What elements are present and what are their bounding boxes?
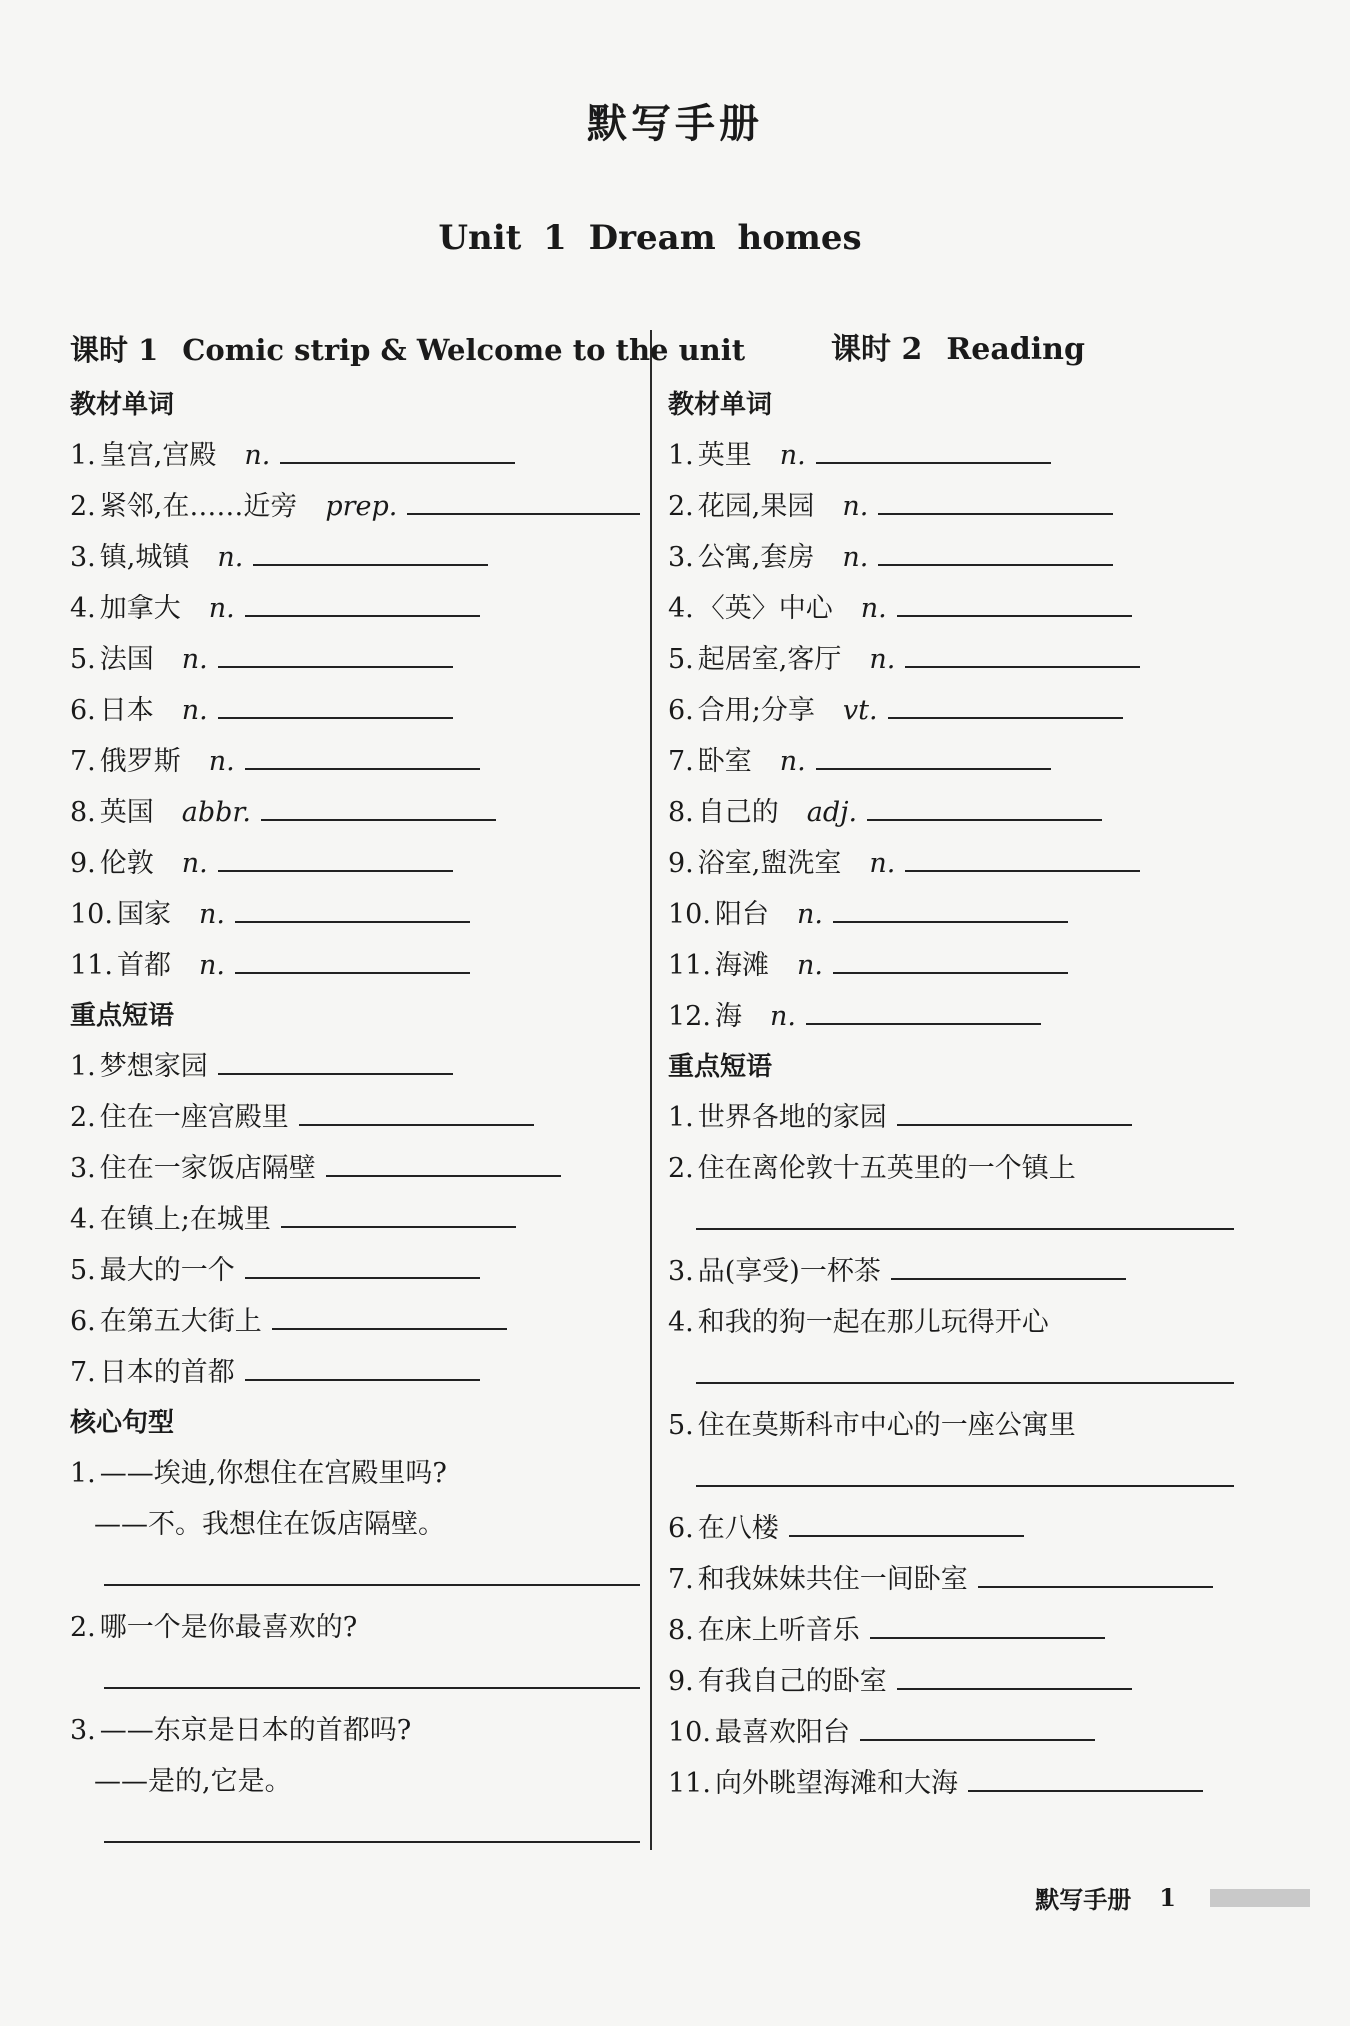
answer-blank[interactable] [789,1505,1024,1537]
phrase-list [668,1092,1248,1809]
lesson-1-title [70,320,746,380]
item-index: 4. [668,1307,694,1338]
part-of-speech: n. [769,1001,796,1032]
item-chinese: 住在离伦敦十五英里的一个镇上 [697,1153,1076,1184]
item-index: 9. [668,1666,694,1697]
column-divider [650,330,652,1850]
answer-blank[interactable] [878,483,1113,515]
vocab-item [70,583,640,634]
answer-blank[interactable] [299,1094,534,1126]
sentence-item [70,1705,640,1859]
item-chinese: 花园,果园 [697,491,815,522]
phrase-heading: 重点短语 [668,1052,773,1082]
item-chinese: 住在一家饭店隔壁 [99,1153,316,1184]
answer-blank[interactable] [897,1658,1132,1690]
item-index: 3. [668,542,694,573]
answer-blank[interactable] [245,1349,480,1381]
item-index: 2. [70,1612,96,1643]
item-chinese: 在第五大街上 [99,1306,262,1337]
item-chinese: 在镇上;在城里 [99,1204,271,1235]
item-index: 5. [668,1410,694,1441]
phrase-line [668,1246,1248,1297]
item-chinese: 住在莫斯科市中心的一座公寓里 [697,1410,1076,1441]
phrase-item [70,1347,640,1398]
item-index: 9. [668,848,694,879]
phrase-line [668,1503,1248,1554]
vocab-item [668,991,1248,1042]
sentence-item [70,1602,640,1705]
item-chinese: 和我妹妹共住一间卧室 [697,1564,968,1595]
item-chinese: 伦敦 [99,848,154,879]
item-index: 6. [70,695,96,726]
item-chinese: 哪一个是你最喜欢的? [99,1612,358,1643]
answer-blank[interactable] [806,993,1041,1025]
item-chinese: 在床上听音乐 [697,1615,860,1646]
answer-blank[interactable] [218,840,453,872]
item-chinese: 皇宫,宫殿 [99,440,217,471]
item-index: 11. [668,1768,711,1799]
answer-blank[interactable] [253,534,488,566]
item-chinese: 首都 [116,950,171,981]
footer-label: 默写手册 [1035,1886,1132,1914]
item-chinese: 英国 [99,797,154,828]
vocab-item [668,430,1248,481]
vocab-item [668,889,1248,940]
lesson-name: Comic strip & Welcome to the unit [182,333,746,367]
vocab-heading: 教材单词 [668,390,773,420]
part-of-speech: n. [796,950,823,981]
item-index: 12. [668,1001,711,1032]
answer-blank[interactable] [897,1094,1132,1126]
phrase-item [70,1296,640,1347]
phrase-item [668,1707,1248,1758]
vocab-item [668,787,1248,838]
answer-blank[interactable] [833,891,1068,923]
sentence-line [70,1602,640,1653]
vocab-item [668,532,1248,583]
item-index: 4. [668,593,694,624]
item-chinese: 向外眺望海滩和大海 [714,1768,958,1799]
sentence-item [70,1448,640,1602]
answer-line[interactable] [668,1348,1248,1400]
sentence-line: ——不。我想住在饭店隔壁。 [94,1509,445,1540]
part-of-speech: n. [198,950,225,981]
item-index: 4. [70,593,96,624]
answer-blank[interactable] [407,483,640,515]
part-of-speech: n. [796,899,823,930]
item-index: 5. [70,644,96,675]
vocab-heading: 教材单词 [70,390,175,420]
sentence-line: ——是的,它是。 [94,1766,292,1797]
part-of-speech: n. [842,542,869,573]
phrase-item [668,1092,1248,1143]
part-of-speech: adj. [806,797,858,828]
phrase-item [70,1245,640,1296]
vocab-item [668,634,1248,685]
item-index: 11. [70,950,113,981]
vocab-item [70,685,640,736]
answer-blank[interactable] [833,942,1068,974]
item-index: 10. [70,899,113,930]
vocab-item [668,685,1248,736]
sentence-list [70,1448,640,1859]
answer-blank[interactable] [891,1248,1126,1280]
item-chinese: 梦想家园 [99,1051,208,1082]
item-index: 7. [70,1357,96,1388]
item-chinese: 镇,城镇 [99,542,190,573]
item-chinese: 世界各地的家园 [697,1102,887,1133]
answer-blank[interactable] [870,1607,1105,1639]
item-index: 3. [70,1153,96,1184]
answer-blank[interactable] [878,534,1113,566]
item-chinese: 住在一座宫殿里 [99,1102,289,1133]
answer-blank[interactable] [816,432,1051,464]
vocab-list [70,430,640,991]
phrase-item [668,1400,1248,1503]
answer-line[interactable] [70,1550,640,1602]
phrase-line [668,1092,1248,1143]
item-index: 2. [70,491,96,522]
answer-blank[interactable] [816,738,1051,770]
item-index: 1. [70,1051,96,1082]
item-index: 3. [70,542,96,573]
phrase-line [668,1143,1248,1194]
footer-bar [1210,1889,1310,1907]
answer-blank[interactable] [245,585,480,617]
phrase-item [668,1656,1248,1707]
part-of-speech: abbr. [181,797,251,828]
answer-line[interactable] [668,1451,1248,1503]
answer-blank[interactable] [218,636,453,668]
item-index: 7. [668,1564,694,1595]
answer-blank[interactable] [245,1247,480,1279]
vocab-item [70,736,640,787]
unit-title: Unit 1 Dream homes [438,218,862,258]
phrase-item [668,1503,1248,1554]
vocab-item [70,940,640,991]
item-chinese: ——东京是日本的首都吗? [99,1715,412,1746]
part-of-speech: vt. [842,695,878,726]
item-index: 2. [668,491,694,522]
item-index: 3. [668,1256,694,1287]
answer-blank[interactable] [218,1043,453,1075]
item-chinese: 海 [714,1001,742,1032]
part-of-speech: n. [779,746,806,777]
answer-line[interactable] [668,1194,1248,1246]
item-index: 6. [668,1513,694,1544]
answer-blank[interactable] [245,738,480,770]
part-of-speech: n. [779,440,806,471]
vocab-item [70,787,640,838]
part-of-speech: n. [181,644,208,675]
item-chinese: 法国 [99,644,154,675]
vocab-list [668,430,1248,1042]
item-chinese: 浴室,盥洗室 [697,848,842,879]
vocab-item [668,940,1248,991]
item-index: 8. [668,797,694,828]
phrase-line [668,1605,1248,1656]
answer-blank[interactable] [905,636,1140,668]
sentence-line [70,1705,640,1756]
vocab-item [70,889,640,940]
vocab-item [668,481,1248,532]
answer-blank[interactable] [261,789,496,821]
answer-blank[interactable] [326,1145,561,1177]
item-chinese: 最喜欢阳台 [714,1717,850,1748]
lesson-number: 课时 2 [831,332,923,367]
item-chinese: 和我的狗一起在那儿玩得开心 [697,1307,1049,1338]
part-of-speech: n. [217,542,244,573]
item-chinese: 紧邻,在……近旁 [99,491,298,522]
item-index: 7. [70,746,96,777]
item-chinese: 有我自己的卧室 [697,1666,887,1697]
lesson-2-title [668,320,1248,380]
phrase-item [668,1554,1248,1605]
phrase-list [70,1041,640,1398]
item-index: 1. [70,1458,96,1489]
answer-line[interactable] [70,1807,640,1859]
vocab-item [70,838,640,889]
part-of-speech: n. [860,593,887,624]
part-of-speech: n. [208,746,235,777]
item-index: 7. [668,746,694,777]
item-chinese: 合用;分享 [697,695,815,726]
vocab-item [668,583,1248,634]
answer-blank[interactable] [280,432,515,464]
phrase-line [668,1297,1248,1348]
item-chinese: 自己的 [697,797,779,828]
item-index: 6. [668,695,694,726]
item-chinese: 〈英〉中心 [697,593,833,624]
answer-blank[interactable] [968,1760,1203,1792]
part-of-speech: n. [244,440,271,471]
phrase-item [668,1605,1248,1656]
part-of-speech: n. [869,848,896,879]
item-index: 8. [668,1615,694,1646]
phrase-line [668,1656,1248,1707]
item-chinese: 卧室 [697,746,752,777]
phrase-item [70,1194,640,1245]
item-index: 2. [70,1102,96,1133]
item-chinese: 日本的首都 [99,1357,235,1388]
vocab-item [668,736,1248,787]
item-index: 4. [70,1204,96,1235]
item-chinese: 日本 [99,695,154,726]
item-index: 5. [668,644,694,675]
lesson-name: Reading [946,332,1085,367]
vocab-item [70,481,640,532]
phrase-item [70,1041,640,1092]
vocab-item [70,532,640,583]
phrase-line [668,1758,1248,1809]
item-index: 3. [70,1715,96,1746]
item-chinese: 起居室,客厅 [697,644,842,675]
item-chinese: 最大的一个 [99,1255,235,1286]
item-chinese: 俄罗斯 [99,746,181,777]
answer-blank[interactable] [888,687,1123,719]
part-of-speech: n. [869,644,896,675]
part-of-speech: n. [842,491,869,522]
phrase-item [70,1092,640,1143]
answer-blank[interactable] [978,1556,1213,1588]
answer-line[interactable] [70,1653,640,1705]
answer-blank[interactable] [905,840,1140,872]
item-chinese: 公寓,套房 [697,542,815,573]
phrase-line [668,1707,1248,1758]
vocab-item [70,430,640,481]
item-chinese: 阳台 [714,899,769,930]
part-of-speech: n. [198,899,225,930]
item-index: 9. [70,848,96,879]
page-title: 默写手册 [587,101,763,147]
item-index: 10. [668,1717,711,1748]
vocab-item [668,838,1248,889]
answer-blank[interactable] [860,1709,1095,1741]
phrase-item [668,1297,1248,1400]
item-index: 8. [70,797,96,828]
item-chinese: 加拿大 [99,593,181,624]
answer-blank[interactable] [897,585,1132,617]
phrase-heading: 重点短语 [70,1001,175,1031]
right-column [668,320,1248,1809]
item-chinese: 英里 [697,440,752,471]
item-chinese: 国家 [116,899,171,930]
part-of-speech: n. [181,695,208,726]
phrase-line [668,1554,1248,1605]
answer-blank[interactable] [272,1298,507,1330]
item-index: 11. [668,950,711,981]
phrase-item [668,1758,1248,1809]
item-index: 10. [668,899,711,930]
phrase-item [668,1143,1248,1246]
answer-blank[interactable] [867,789,1102,821]
answer-blank[interactable] [281,1196,516,1228]
phrase-item [70,1143,640,1194]
item-index: 1. [668,1102,694,1133]
item-index: 2. [668,1153,694,1184]
item-chinese: ——埃迪,你想住在宫殿里吗? [99,1458,447,1489]
answer-blank[interactable] [235,942,470,974]
answer-blank[interactable] [218,687,453,719]
item-index: 5. [70,1255,96,1286]
phrase-line [668,1400,1248,1451]
page-footer [1035,1880,1310,1915]
answer-blank[interactable] [235,891,470,923]
part-of-speech: n. [208,593,235,624]
lesson-number: 课时 1 [70,333,159,367]
page-number: 1 [1159,1883,1176,1912]
part-of-speech: prep. [325,491,398,522]
item-index: 6. [70,1306,96,1337]
phrase-item [668,1246,1248,1297]
item-index: 1. [668,440,694,471]
sentence-line [70,1448,640,1499]
sentence-heading: 核心句型 [70,1408,175,1438]
vocab-item [70,634,640,685]
item-index: 1. [70,440,96,471]
item-chinese: 品(享受)一杯茶 [697,1256,881,1287]
item-chinese: 海滩 [714,950,769,981]
part-of-speech: n. [181,848,208,879]
item-chinese: 在八楼 [697,1513,779,1544]
